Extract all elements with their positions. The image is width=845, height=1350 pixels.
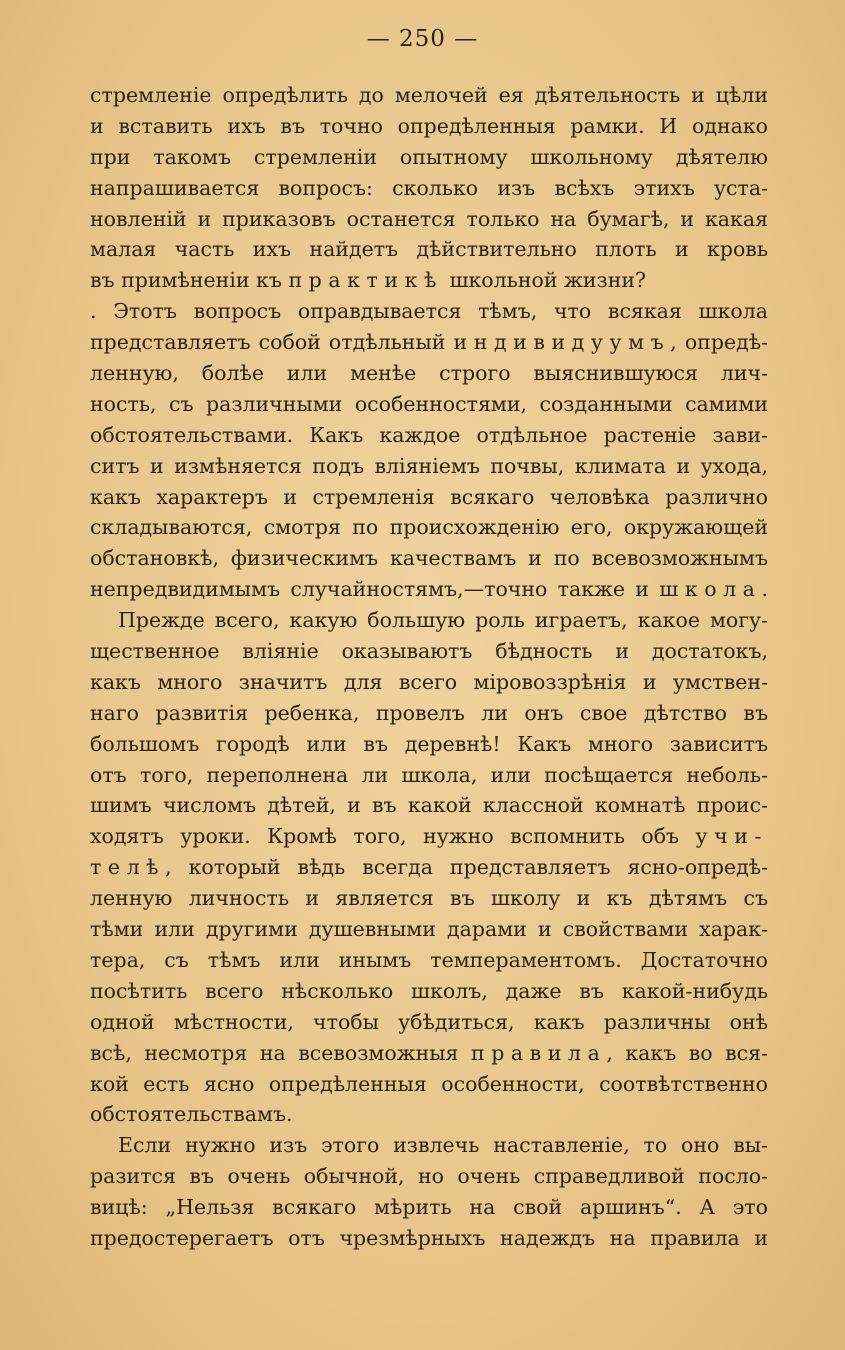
text-line: ситъ и измѣняется подъ вліяніемъ почвы, климата и ухода, [90,453,768,478]
text-line: ность, съ различными особенностями, созданными самими [90,391,768,416]
text-segment: непредвидимымъ случайностямъ,—точно также и [90,577,660,602]
text-segment: , который вѣдь всегда представляетъ ясно-опредѣ- [165,855,768,880]
text-segment: школьной жизни? [442,268,647,293]
body-text [90,80,768,1254]
text-line: . Этотъ вопросъ оправдывается тѣмъ, что всякая школа [90,299,768,324]
text-line [90,821,768,852]
text-segment: представляетъ собой отдѣльный [90,330,454,355]
text-line: обстановкѣ, физическимъ качествамъ и по всевозможнымъ [90,546,768,571]
text-line [90,1038,768,1069]
text-segment: всѣ, несмотря на всевозможныя [90,1040,471,1065]
text-line: кой есть ясно опредѣленныя особенности, соотвѣтственно [90,1071,768,1096]
text-line: предостерегаетъ отъ чрезмѣрныхъ надеждъ на правила и [90,1225,768,1250]
text-line: какъ много значитъ для всего міровоззрѣнія и умствен- [90,669,768,694]
spaced-emphasis: индивидуумъ [453,330,671,355]
spaced-emphasis: телѣ [90,855,166,880]
spaced-emphasis: правила [470,1040,607,1065]
text-line: вицѣ: „Нельзя всякаго мѣрить на свой аршинъ“. А это [90,1195,768,1220]
text-segment: . [761,577,768,602]
page-number: — 250 — [366,26,479,52]
text-line: какъ характеръ и стремленія всякаго человѣка различно [90,484,768,509]
text-line: ленную личность и является въ школу и къ дѣтямъ съ [90,886,768,911]
text-line: Прежде всего, какую большую роль играетъ, какое могу- [118,608,768,633]
text-line [90,852,768,883]
text-line: разится въ очень обычной, но очень справедливой посло- [90,1164,768,1189]
text-line [90,574,768,605]
text-line: малая часть ихъ найдетъ дѣйствительно плоть и кровь [90,237,768,262]
spaced-emphasis: практикѣ [288,268,443,293]
text-line: одной мѣстности, чтобы убѣдиться, какъ различны онѣ [90,1009,768,1034]
text-line: отъ того, переполнена ли школа, или посѣщается неболь- [90,762,768,787]
text-line: наго развитія ребенка, провелъ ли онъ свое дѣтство въ [90,700,768,725]
text-line: ленную, болѣе или менѣе строго выяснившуюся лич- [90,361,768,386]
text-segment: , опредѣ- [670,330,768,355]
spaced-emphasis: учи- [695,824,768,849]
text-segment: въ примѣненіи къ [90,268,289,293]
text-line: тѣми или другими душевными дарами и свойствами харак- [90,917,768,942]
text-line: при такомъ стремленіи опытному школьному дѣятелю [90,144,768,169]
spaced-emphasis: школа [659,577,762,602]
text-line: складываются, смотря по происхожденію его, окружающей [90,515,768,540]
text-line: тера, съ тѣмъ или инымъ темпераментомъ. Достаточно [90,947,768,972]
text-line: большомъ городѣ или въ деревнѣ! Какъ много зависитъ [90,731,768,756]
text-line [90,265,768,296]
text-line: обстоятельствамъ. [90,1102,293,1127]
text-line: обстоятельствами. Какъ каждое отдѣльное растеніе зави- [90,422,768,447]
text-line [90,327,768,358]
text-line: и вставить ихъ въ точно опредѣленныя рамки. И однако [90,113,768,138]
text-segment: , какъ во вся- [606,1040,768,1065]
text-line: щественное вліяніе оказываютъ бѣдность и достатокъ, [90,639,768,664]
text-line: шимъ числомъ дѣтей, и въ какой классной комнатѣ проис- [90,793,768,818]
text-line: посѣтить всего нѣсколько школъ, даже въ какой-нибудь [90,978,768,1003]
text-line: стремленіе опредѣлить до мелочей ея дѣятельность и цѣли [90,83,768,107]
text-line: новленій и приказовъ останется только на бумагѣ, и какая [90,206,768,231]
text-line: напрашивается вопросъ: сколько изъ всѣхъ этихъ уста- [90,175,768,200]
text-segment: ходятъ уроки. Кромѣ того, нужно вспомнить объ [90,824,696,849]
text-line: Если нужно изъ этого извлечь наставленіе, то оно вы- [118,1133,768,1158]
